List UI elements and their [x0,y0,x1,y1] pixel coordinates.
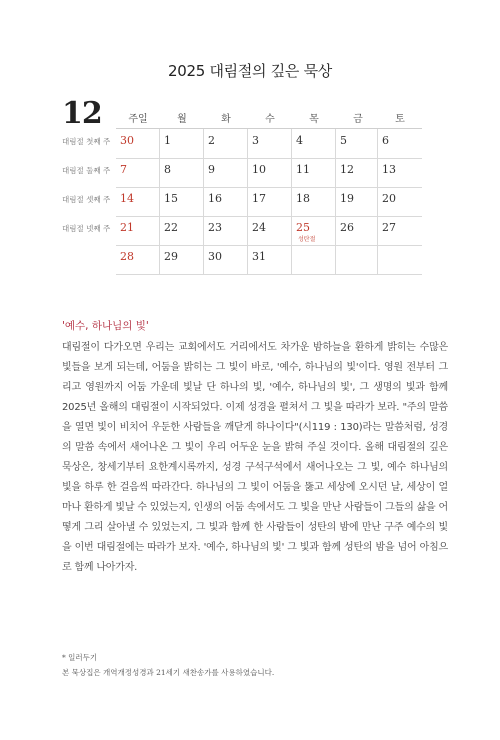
calendar-day-cell [116,158,160,187]
weekday-sun: 주일 [128,114,148,125]
calendar-day-cell [336,187,378,216]
calendar-day-cell [378,129,422,158]
day-number: 16 [208,192,222,205]
day-number: 21 [120,221,134,234]
weekday-mon: 월 [177,114,187,125]
calendar-day-cell [160,158,204,187]
calendar-day-cell [292,245,336,274]
calendar-grid [116,128,422,274]
calendar-day-cell [248,245,292,274]
day-number: 30 [208,250,222,263]
section-title: '예수, 하나님의 빛' [62,320,149,332]
day-number: 4 [296,134,303,147]
day-number: 17 [252,192,266,205]
calendar-day-cell [204,158,248,187]
calendar-day-cell [116,129,160,158]
calendar-day-cell [160,245,204,274]
day-number: 7 [120,163,127,176]
calendar-day-cell [336,245,378,274]
day-number: 8 [164,163,171,176]
day-number: 27 [382,221,396,234]
day-number: 28 [120,250,134,263]
section-body: 대림절이 다가오면 우리는 교회에서도 거리에서도 차가운 밤하늘을 환하게 밝히는 수많은 빛들을 보게 되는데, 어둠을 밝히는 그 빛이 바로, '예수, 하나님의 빛'이다. 영원 전부터 그리고 영원까지 어둠 가운데 빛날 단 하나의 빛, '예수, 하나님의 빛', 그 생명의 빛과 함께 2025년 올해의 대림절이 시작되었다. 이제 성경을 펼쳐서 그 빛을 따라가 보라. "주의 말씀을 열면 빛이 비치어 우둔한 사람들을 깨닫게 하나이다"(시119 : 130)라는 말씀처럼, 성경의 말씀 속에서 새어나온 그 빛이 우리 어두운 눈을 밝혀 주실 것이다. 올해 대림절의 깊은 묵상은, 창세기부터 요한계시록까지, 성경 구석구석에서 새어나오는 그 빛, 예수 하나님의 빛을 하루 한 걸음씩 따라간다. 하나님의 그 빛이 어둠을 뚫고 세상에 오시던 날, 세상이 얼마나 환하게 빛날 수 있었는지, 인생의 어둠 속에서도 그 빛을 만난 사람들이 그들의 삶을 어떻게 그리 살아낼 수 있었는지, 그 빛과 함께 한 사람들이 성탄의 밤에 만난 구주 예수의 빛을 이번 대림절에는 따라가 보자. '예수, 하나님의 빛' 그 빛과 함께 성탄의 밤을 넘어 아침으로 함께 나아가자. [62,342,448,573]
day-number: 14 [120,192,134,205]
day-number: 2 [208,134,215,147]
calendar-day-cell [248,187,292,216]
day-number: 11 [296,163,310,176]
calendar-day-cell [248,216,292,245]
row-label-week1: 대림절 첫째 주 [62,137,111,146]
calendar-day-cell [336,129,378,158]
day-number: 10 [252,163,266,176]
calendar-day-cell [378,158,422,187]
calendar-day-cell [378,245,422,274]
day-number: 1 [164,134,171,147]
calendar-day-cell [204,129,248,158]
day-number: 26 [340,221,354,234]
day-number: 22 [164,221,178,234]
calendar-day-cell [378,216,422,245]
calendar-day-cell [204,216,248,245]
calendar-day-cell [336,158,378,187]
day-number: 3 [252,134,259,147]
calendar-day-cell [292,216,336,245]
day-number: 25 [296,221,310,234]
calendar-day-cell [160,129,204,158]
calendar-day-cell [292,187,336,216]
day-number: 18 [296,192,310,205]
page-title: 2025 대림절의 깊은 묵상 [168,62,332,80]
calendar-day-cell [248,158,292,187]
weekday-thu: 목 [309,114,319,125]
day-number: 20 [382,192,396,205]
day-number: 30 [120,134,134,147]
month-number: 12 [62,96,102,131]
calendar-day-cell [116,216,160,245]
calendar-row [116,245,422,275]
meditation-section [62,318,448,578]
day-number: 24 [252,221,266,234]
calendar-row [116,129,422,159]
row-label-week2: 대림절 둘째 주 [62,166,111,175]
day-number: 23 [208,221,222,234]
row-label-week4: 대림절 넷째 주 [62,224,111,233]
calendar-day-cell [378,187,422,216]
weekday-wed: 수 [265,114,275,125]
calendar-day-cell [160,216,204,245]
calendar-row [116,158,422,188]
weekday-sat: 토 [395,114,405,125]
calendar-row [116,216,422,246]
calendar-day-cell [160,187,204,216]
day-number: 9 [208,163,215,176]
calendar-day-cell [292,158,336,187]
calendar-day-cell [292,129,336,158]
calendar-day-cell [248,129,292,158]
day-number: 12 [340,163,354,176]
weekday-header [116,110,422,130]
weekday-fri: 금 [353,114,363,125]
calendar-row [116,187,422,217]
day-number: 13 [382,163,396,176]
day-number: 6 [382,134,389,147]
calendar-day-cell [204,187,248,216]
footnote-text: 본 묵상집은 개역개정성경과 21세기 새찬송가를 사용하였습니다. [62,668,275,677]
footnote-heading: * 일러두기 [62,653,98,662]
footnote [62,650,448,680]
day-number: 19 [340,192,354,205]
weekday-tue: 화 [221,114,231,125]
row-label-week3: 대림절 셋째 주 [62,195,111,204]
calendar-day-cell [204,245,248,274]
holiday-note: 성탄절 [298,236,316,243]
day-number: 15 [164,192,178,205]
calendar-day-cell [116,245,160,274]
day-number: 29 [164,250,178,263]
day-number: 31 [252,250,266,263]
calendar-day-cell [336,216,378,245]
day-number: 5 [340,134,347,147]
calendar-day-cell [116,187,160,216]
